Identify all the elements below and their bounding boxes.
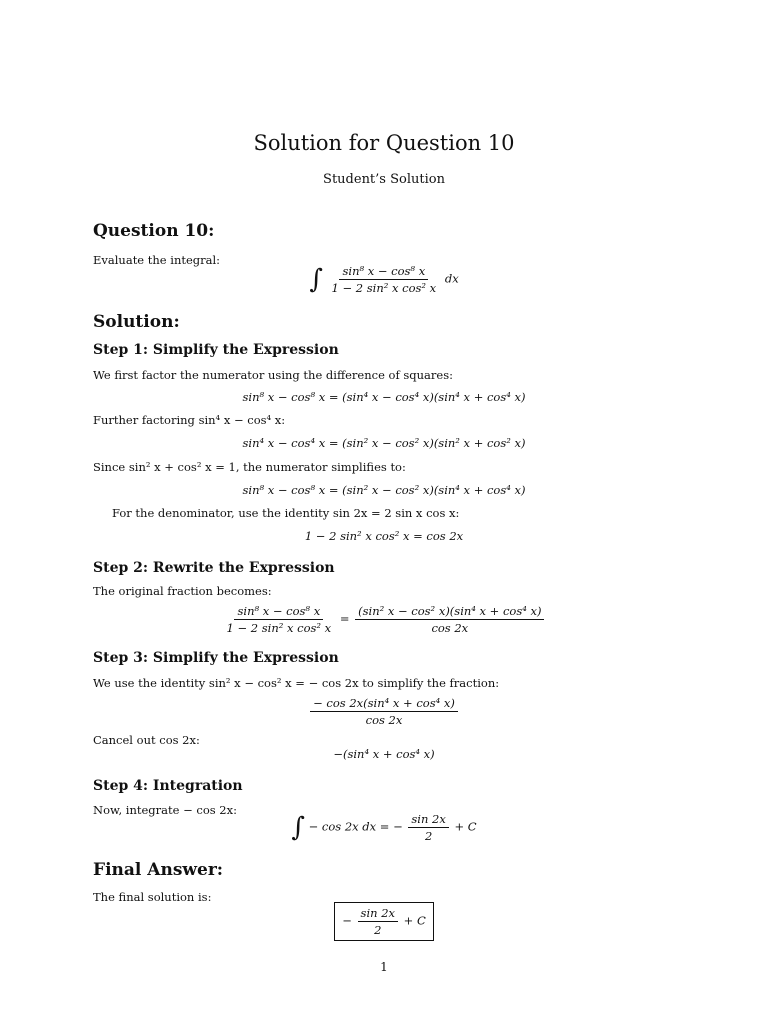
- question-prompt: Evaluate the integral:: [93, 253, 221, 267]
- final-denominator: 2: [374, 923, 382, 937]
- step2-lhs-numerator: sin⁸ x − cos⁸ x: [234, 604, 323, 620]
- step2-rhs-denominator: cos 2x: [431, 621, 469, 635]
- page-number: 1: [380, 960, 388, 974]
- step1-equation-4: 1 − 2 sin² x cos² x = cos 2x: [304, 529, 464, 543]
- step2-equation: [0, 604, 768, 635]
- step4-text-1: Now, integrate − cos 2x:: [93, 803, 237, 817]
- step2-lhs-fraction: [224, 604, 335, 635]
- step2-text-1: The original fraction becomes:: [93, 584, 272, 598]
- step4-denominator: 2: [424, 829, 433, 843]
- step1-equation-3: sin⁸ x − cos⁸ x = (sin² x − cos² x)(sin⁴ x + cos⁴ x): [242, 483, 526, 497]
- step3-heading: Step 3: Simplify the Expression: [93, 650, 339, 666]
- step3-fraction-line: [0, 696, 768, 727]
- document-title: Solution for Question 10: [253, 131, 515, 155]
- step3-text-1: We use the identity sin² x − cos² x = − cos 2x to simplify the fraction:: [93, 676, 500, 690]
- step1-text-2: Further factoring sin⁴ x − cos⁴ x:: [93, 413, 286, 427]
- final-answer-line: [0, 902, 768, 941]
- solution-heading: Solution:: [93, 312, 180, 332]
- question-heading: Question 10:: [93, 221, 215, 241]
- integral-sign: ∫: [309, 264, 323, 295]
- step1-heading: Step 1: Simplify the Expression: [93, 342, 339, 358]
- step4-lhs: − cos 2x dx = −: [308, 819, 403, 834]
- step4-heading: Step 4: Integration: [93, 778, 243, 794]
- final-fraction: [358, 906, 398, 937]
- integral-dx: dx: [444, 271, 459, 286]
- step2-rhs-fraction: [355, 604, 544, 635]
- step4-numerator: sin 2x: [408, 812, 448, 828]
- step1-text-4: For the denominator, use the identity sin 2x = 2 sin x cos x:: [112, 506, 460, 520]
- step1-equation-1: sin⁸ x − cos⁸ x = (sin⁴ x − cos⁴ x)(sin⁴ x + cos⁴ x): [242, 390, 526, 404]
- step3-text-2: Cancel out cos 2x:: [93, 733, 200, 747]
- integral-sign: ∫: [291, 812, 305, 843]
- step2-rhs-numerator: (sin² x − cos² x)(sin⁴ x + cos⁴ x): [355, 604, 544, 620]
- integral-numerator: sin⁸ x − cos⁸ x: [339, 264, 428, 280]
- step2-lhs-denominator: 1 − 2 sin² x cos² x: [226, 621, 332, 635]
- step1-text-1: We first factor the numerator using the difference of squares:: [93, 368, 453, 382]
- step1-text-3: Since sin² x + cos² x = 1, the numerator simplifies to:: [93, 460, 406, 474]
- step2-heading: Step 2: Rewrite the Expression: [93, 560, 335, 576]
- step2-equals: =: [339, 611, 350, 626]
- integral-fraction: [329, 264, 440, 295]
- question-integral: [0, 264, 768, 295]
- final-text-1: The final solution is:: [93, 890, 212, 904]
- step1-equation-2: sin⁴ x − cos⁴ x = (sin² x − cos² x)(sin² x + cos² x): [242, 436, 526, 450]
- step3-fraction: [310, 696, 458, 727]
- step3-denominator: cos 2x: [365, 713, 403, 727]
- final-numerator: sin 2x: [358, 906, 398, 922]
- step4-equation: [0, 812, 768, 843]
- document-subtitle: Student’s Solution: [323, 172, 445, 187]
- step4-fraction: [408, 812, 448, 843]
- step3-numerator: − cos 2x(sin⁴ x + cos⁴ x): [310, 696, 458, 712]
- final-sign: −: [342, 913, 352, 928]
- integral-denominator: 1 − 2 sin² x cos² x: [331, 281, 437, 295]
- final-heading: Final Answer:: [93, 860, 224, 880]
- final-answer-box: [334, 902, 434, 941]
- final-rhs: + C: [403, 913, 426, 928]
- step3-equation-2: −(sin⁴ x + cos⁴ x): [333, 747, 435, 761]
- step4-rhs: + C: [454, 819, 477, 834]
